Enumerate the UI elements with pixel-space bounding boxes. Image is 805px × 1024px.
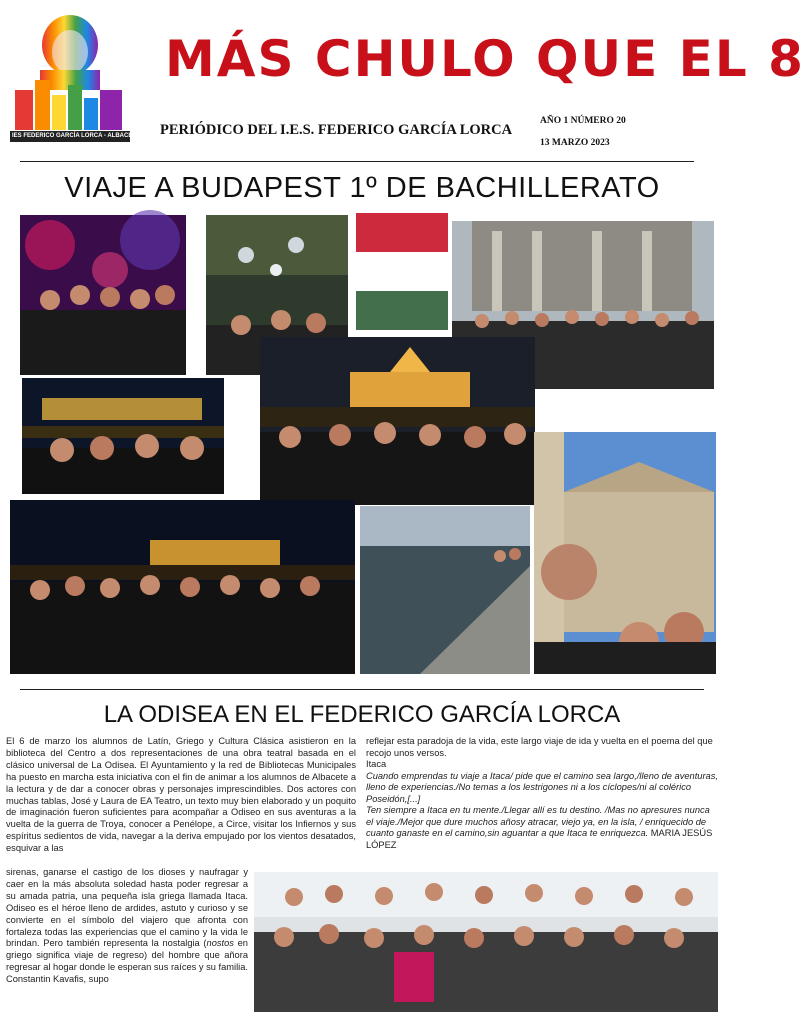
article-left-bottom	[6, 867, 248, 986]
poem-stanza-1: Cuando emprendas tu viaje a Itaca/ pide que el camino sea largo,/lleno de aventuras, lleno de experiencias./No temas a los lestrigones ni a los cíclopes/ni al colérico Poseidón,[...]	[366, 770, 718, 804]
photo-shoes-on-danube	[360, 506, 530, 674]
poem-stanza-2: Ten siempre a Itaca en tu mente./Llegar allí es tu destino. /Mas no apresures nunca el viaje./Mejor que dure muchos añosy atracar, viejo ya, en la isla, / enriquecido de cuanto ganaste en el camino,sin aguantar a que Itaca te enriquezca. MARIA JESÚS LÓPEZ	[366, 805, 713, 850]
issue-number: AÑO 1 NÚMERO 20	[540, 116, 626, 126]
issue-date: 13 MARZO 2023	[540, 138, 610, 148]
article-left-top	[6, 736, 356, 855]
photo-group-night-danube	[10, 500, 355, 674]
article-paragraph-bottom: sirenas, ganarse el castigo de los dioses y naufragar y caer en la más absoluta soledad hasta poder regresar a su amada patria, una pequeña isla griega llamada Itaca. Odiseo es el héroe lleno de ardides, astuto y curioso y se convierte en el símbolo del viajero que afronta con fortaleza todas las experiencias que el camino y la vida le brindan. Pero también representa la nostalgia (nostos en griego significa viaje de regreso) del hombre que añora regresar al hogar donde le esperan sus raíces y su familia. Constantin Kavafis, supo	[6, 867, 248, 985]
photo-group-night-castle	[22, 378, 224, 494]
masthead-divider	[20, 161, 694, 162]
photo-group-boat-parliament	[260, 337, 535, 505]
school-logo	[10, 10, 141, 150]
budapest-headline: VIAJE A BUDAPEST 1º DE BACHILLERATO	[64, 172, 660, 204]
photo-basilica-selfie	[534, 432, 716, 674]
odisea-headline: LA ODISEA EN EL FEDERICO GARCÍA LORCA	[103, 701, 621, 728]
logo-caption: IES FEDERICO GARCÍA LORCA - ALBACETE	[12, 133, 141, 139]
section-divider	[20, 689, 704, 690]
article-paragraph-top: El 6 de marzo los alumnos de Latín, Griego y Cultura Clásica asistieron en la biblioteca del Centro a dos representaciones de una obra teatral basada en el clásico universal de La Odisea. El Ayuntamiento y la red de Bibliotecas Municipales ha puesto en marcha esta iniciativa con el fin de animar a los alumnos de Albacete a la lectura y de dar a conocer obras y personajes imprescindibles. Dos actores con muchas tablas, José y Laura de EA Teatro, un texto muy bien elaborado y un poquito de imaginación fueron suficientes para acompañar a Odiseo en sus aventuras a la vuelta de la guerra de Troya, conocer a Penélope, a Circe, visitar los Infiernos y sus espíritus sedientos de vida, navegar a la deriva empujado por los vientos desatados, esquivar a las	[6, 736, 356, 854]
photo-group-colorful-lights	[20, 215, 186, 375]
newspaper-subtitle: PERIÓDICO DEL I.E.S. FEDERICO GARCÍA LORCA	[160, 122, 513, 138]
hungary-flag	[356, 213, 448, 330]
photo-odisea-students-group	[254, 872, 718, 1012]
poem-title: Itaca	[366, 759, 387, 769]
article-right-intro: reflejar esta paradoja de la vida, este largo viaje de ida y vuelta en el poema del que recojo unos versos.	[366, 736, 713, 758]
article-right-column	[366, 736, 718, 851]
newspaper-title: MÁS CHULO QUE EL 8	[165, 30, 805, 88]
article-author: MARIA JESÚS LÓPEZ	[366, 828, 713, 850]
